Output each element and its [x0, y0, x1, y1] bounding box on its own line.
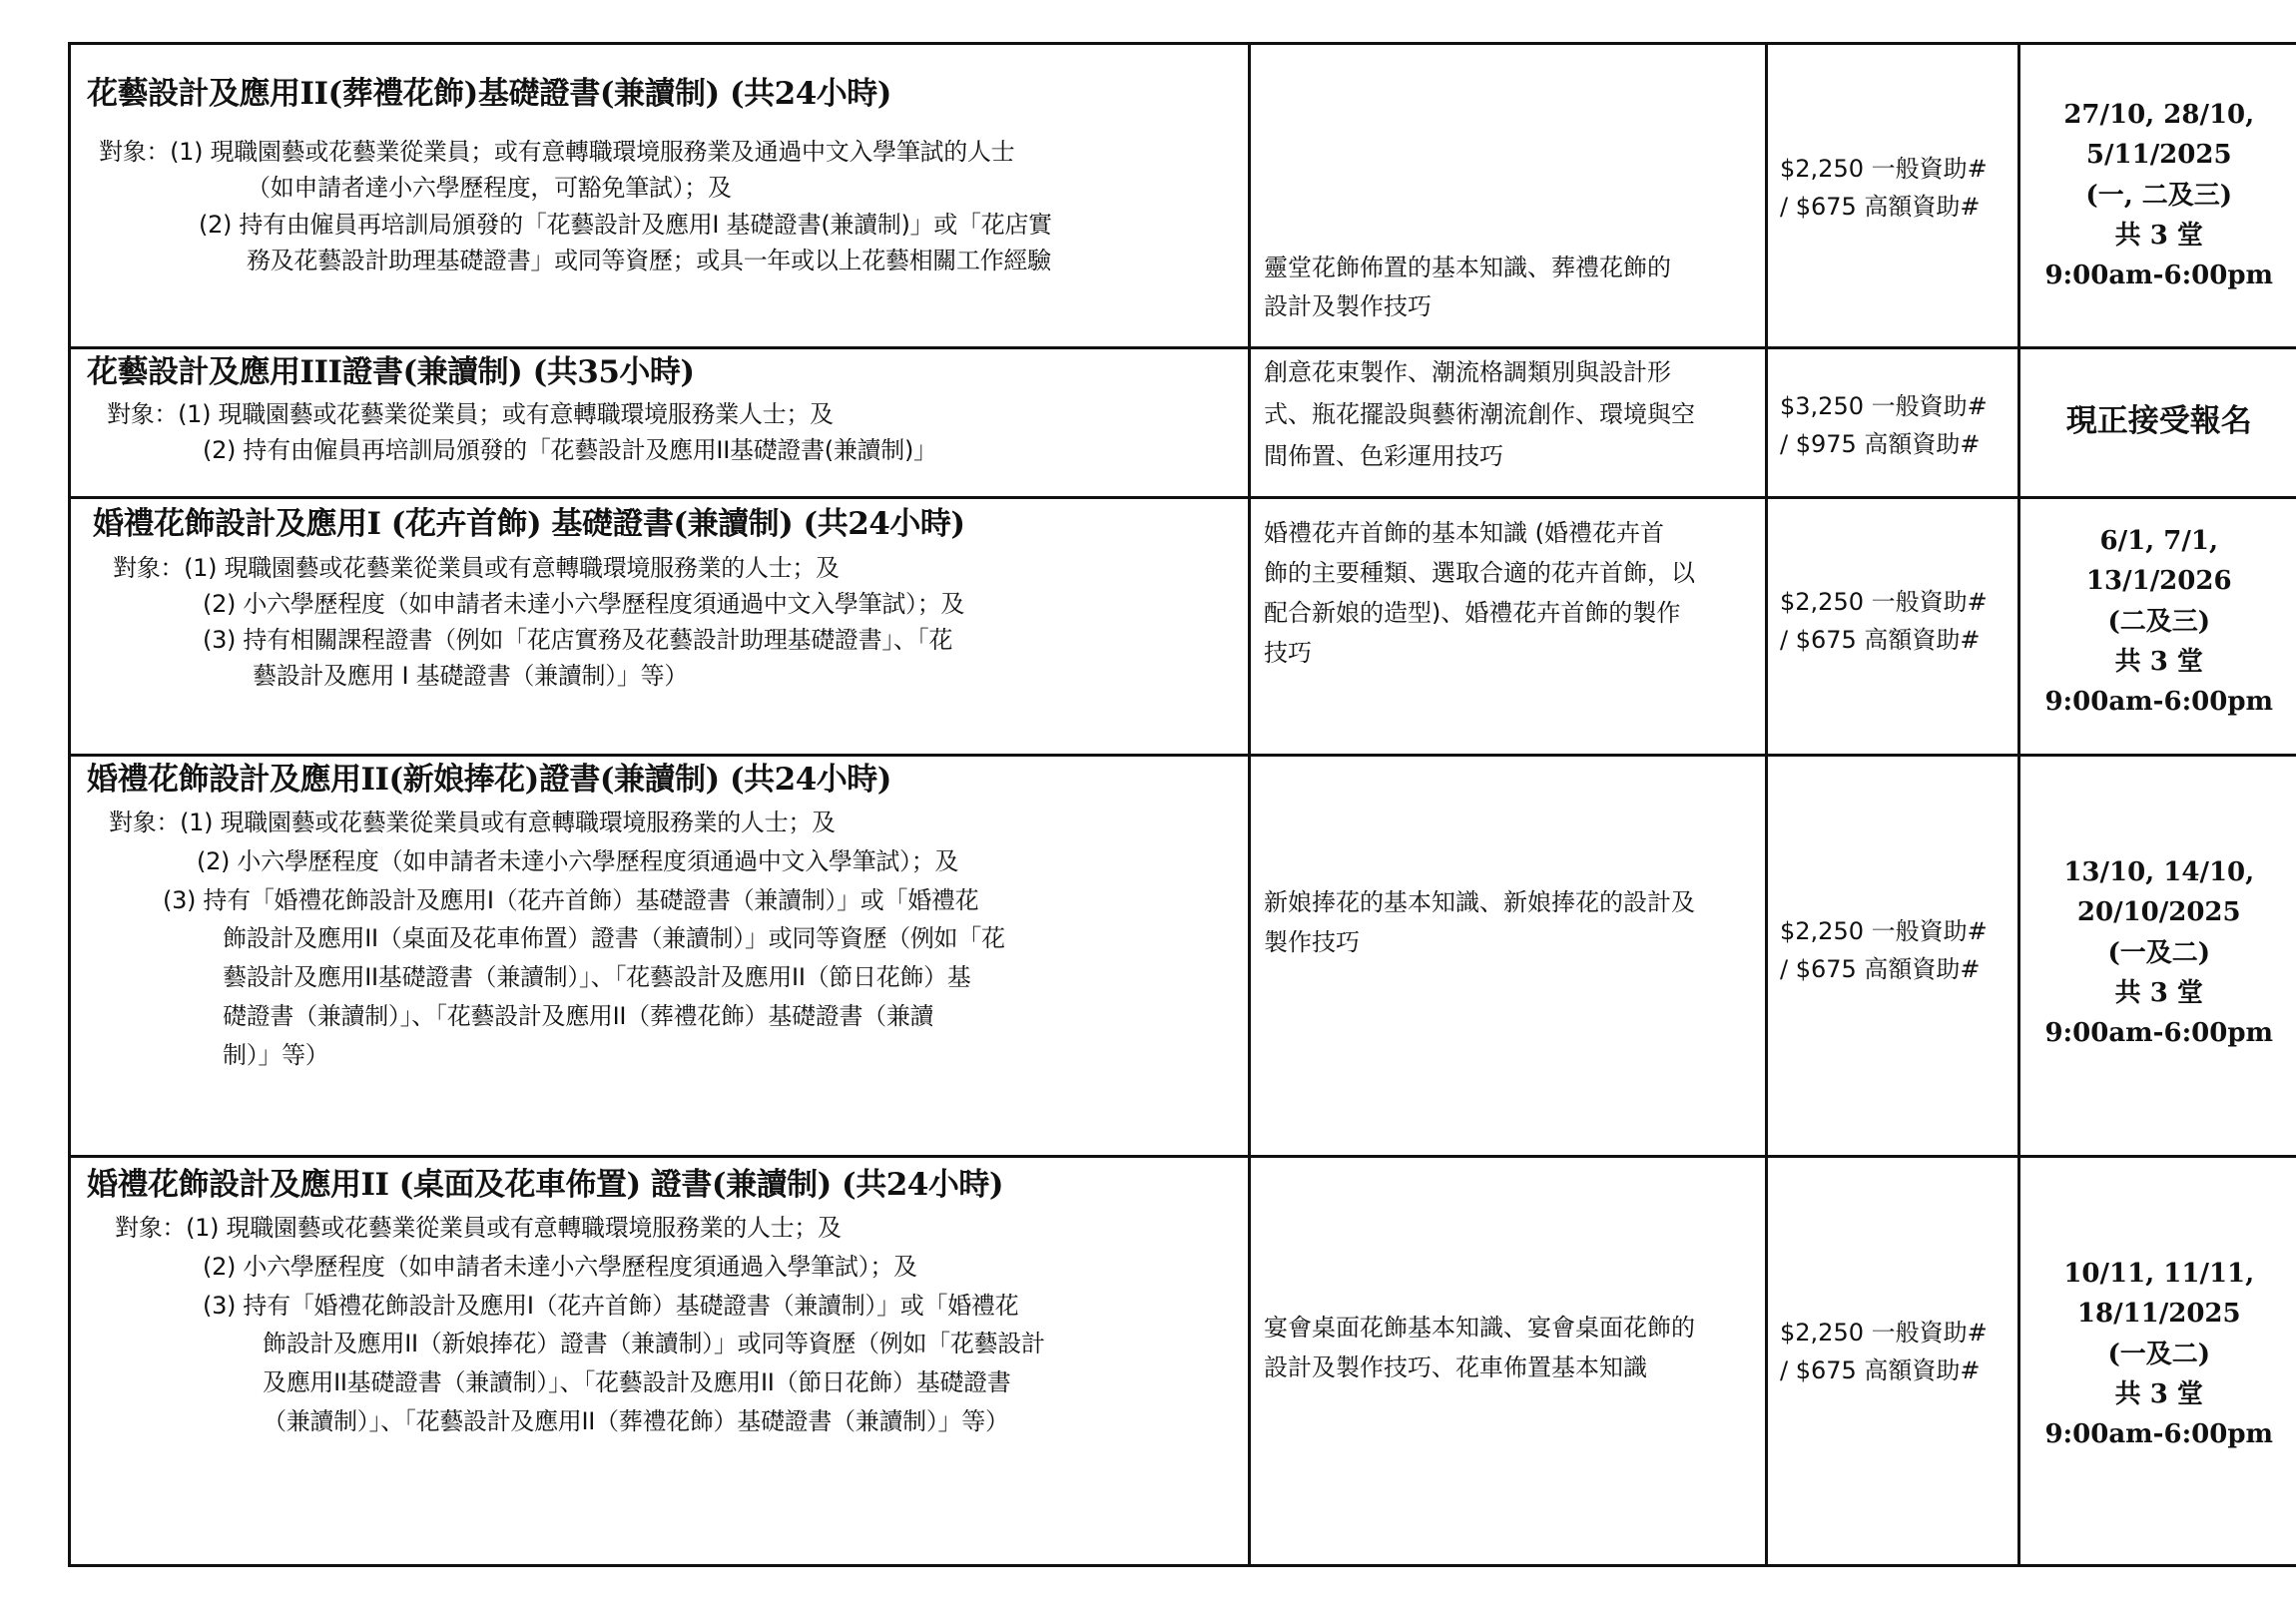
target-line: (2) 小六學歷程度（如申請者未達小六學歷程度須通過中文入學筆試）；及: [203, 589, 965, 618]
target-line: （如申請者達小六學歷程度，可豁免筆試）；及: [247, 174, 732, 203]
course-info-cell: [70, 756, 1250, 1157]
target-line: (2) 持有由僱員再培訓局頒發的「花藝設計及應用I 基礎證書(兼讀制)」或「花店實: [199, 210, 1052, 239]
target-line: (2) 持有由僱員再培訓局頒發的「花藝設計及應用II基礎證書(兼讀制)」: [203, 435, 937, 464]
course-date-cell: [2019, 348, 2296, 498]
course-date-cell: [2019, 1157, 2296, 1566]
target-line: 礎證書（兼讀制）」、「花藝設計及應用II（葬禮花飾）基礎證書（兼讀: [223, 1002, 934, 1031]
content-line: 宴會桌面花飾基本知識、宴會桌面花飾的: [1264, 1314, 1695, 1342]
course-content-cell: [1250, 44, 1767, 348]
course-info-cell: [70, 348, 1250, 498]
course-fee-cell: [1767, 498, 2019, 756]
date-line: 5/11/2025: [2085, 140, 2232, 171]
date-line: 共 3 堂: [2114, 1378, 2203, 1409]
date-line: 6/1, 7/1,: [2099, 526, 2218, 556]
fee-high: / $675 高額資助#: [1780, 955, 1981, 984]
course-table: [68, 42, 2296, 1567]
target-line: 對象：(1) 現職園藝或花藝業從業員；或有意轉職環境服務業及通過中文入學筆試的人士: [99, 137, 1015, 166]
target-line: (3) 持有「婚禮花飾設計及應用I（花卉首飾）基礎證書（兼讀制）」或「婚禮花: [163, 885, 979, 914]
content-line: 靈堂花飾佈置的基本知識、葬禮花飾的: [1264, 254, 1671, 281]
target-line: 務及花藝設計助理基礎證書」或同等資歷；或具一年或以上花藝相關工作經驗: [247, 247, 1051, 275]
fee-high: / $975 高額資助#: [1780, 430, 1981, 459]
course-target: [93, 550, 1248, 694]
fee-high: / $675 高額資助#: [1780, 193, 1981, 222]
date-line: 13/1/2026: [2085, 566, 2232, 597]
course-row: [70, 756, 2296, 1157]
date-line: 9:00am-6:00pm: [2044, 261, 2274, 291]
content-line: 設計及製作技巧: [1264, 291, 1432, 320]
content-line: 婚禮花卉首飾的基本知識 (婚禮花卉首: [1264, 519, 1664, 547]
course-title: 婚禮花飾設計及應用II(新娘捧花)證書(兼讀制) (共24小時): [87, 762, 891, 798]
content-line: 配合新娘的造型)、婚禮花卉首飾的製作: [1264, 599, 1681, 628]
target-line: 對象：(1) 現職園藝或花藝業從業員或有意轉職環境服務業的人士；及: [113, 553, 840, 582]
target-line: 飾設計及應用II（桌面及花車佈置）證書（兼讀制）」或同等資歷（例如「花: [223, 924, 1005, 953]
course-title: 婚禮花飾設計及應用I (花卉首飾) 基礎證書(兼讀制) (共24小時): [93, 506, 965, 542]
date-line: (二及三): [2107, 606, 2211, 637]
target-line: 飾設計及應用II（新娘捧花）證書（兼讀制）」或同等資歷（例如「花藝設計: [263, 1330, 1045, 1358]
course-content-cell: [1250, 756, 1767, 1157]
date-line: 13/10, 14/10,: [2063, 857, 2255, 887]
date-line: 共 3 堂: [2114, 646, 2203, 677]
course-fee-cell: [1767, 348, 2019, 498]
date-line: 20/10/2025: [2076, 897, 2241, 928]
fee-general: $2,250 一般資助#: [1780, 155, 1988, 183]
course-row: [70, 498, 2296, 756]
date-line: 27/10, 28/10,: [2063, 100, 2255, 130]
target-line: （兼讀制）」、「花藝設計及應用II（葬禮花飾）基礎證書（兼讀制）」等）: [263, 1407, 1009, 1436]
course-title: 花藝設計及應用III證書(兼讀制) (共35小時): [87, 354, 695, 390]
date-line: 9:00am-6:00pm: [2044, 1018, 2274, 1049]
fee-general: $3,250 一般資助#: [1780, 392, 1988, 420]
course-title: 花藝設計及應用II(葬禮花飾)基礎證書(兼讀制) (共24小時): [87, 76, 891, 112]
date-line: 18/11/2025: [2076, 1299, 2241, 1330]
content-line: 飾的主要種類、選取合適的花卉首飾，以: [1264, 559, 1695, 588]
course-target: [87, 134, 1248, 279]
content-line: 創意花束製作、潮流格調類別與設計形: [1264, 358, 1671, 386]
course-content-cell: [1250, 348, 1767, 498]
content-line: 技巧: [1264, 639, 1312, 668]
date-line: 共 3 堂: [2114, 977, 2203, 1008]
target-line: 藝設計及應用 I 基礎證書（兼讀制）」等）: [253, 661, 689, 690]
target-line: 制）」等）: [223, 1041, 329, 1069]
date-line: (一及二): [2107, 937, 2211, 968]
content-line: 式、瓶花擺設與藝術潮流創作、環境與空: [1264, 400, 1695, 428]
course-row: [70, 348, 2296, 498]
date-line: (一及二): [2107, 1339, 2211, 1369]
fee-high: / $675 高額資助#: [1780, 1356, 1981, 1385]
registration-status: 現正接受報名: [2065, 403, 2252, 439]
target-line: 及應用II基礎證書（兼讀制）」、「花藝設計及應用II（節日花飾）基礎證書: [263, 1368, 1011, 1397]
course-fee-cell: [1767, 756, 2019, 1157]
course-target: [87, 396, 1248, 468]
course-date-cell: [2019, 498, 2296, 756]
date-line: 共 3 堂: [2114, 220, 2203, 251]
course-row: [70, 44, 2296, 348]
course-date-cell: [2019, 756, 2296, 1157]
fee-general: $2,250 一般資助#: [1780, 1319, 1988, 1347]
content-line: 間佈置、色彩運用技巧: [1264, 442, 1503, 470]
course-info-cell: [70, 498, 1250, 756]
target-line: (2) 小六學歷程度（如申請者未達小六學歷程度須通過中文入學筆試）；及: [197, 846, 959, 875]
target-line: 藝設計及應用II基礎證書（兼讀制）」、「花藝設計及應用II（節日花飾）基: [223, 963, 971, 992]
course-info-cell: [70, 1157, 1250, 1566]
content-line: 新娘捧花的基本知識、新娘捧花的設計及: [1264, 888, 1695, 916]
target-line: 對象：(1) 現職園藝或花藝業從業員；或有意轉職環境服務業人士；及: [107, 399, 834, 428]
course-title: 婚禮花飾設計及應用II (桌面及花車佈置) 證書(兼讀制) (共24小時): [87, 1167, 1004, 1203]
course-content-cell: [1250, 498, 1767, 756]
course-date-cell: [2019, 44, 2296, 348]
fee-general: $2,250 一般資助#: [1780, 588, 1988, 616]
course-fee-cell: [1767, 44, 2019, 348]
date-line: 9:00am-6:00pm: [2044, 687, 2274, 718]
course-row: [70, 1157, 2296, 1566]
course-target: [87, 1209, 1248, 1441]
date-line: 9:00am-6:00pm: [2044, 1419, 2274, 1450]
content-line: 設計及製作技巧、花車佈置基本知識: [1264, 1353, 1647, 1382]
course-fee-cell: [1767, 1157, 2019, 1566]
fee-general: $2,250 一般資助#: [1780, 917, 1988, 945]
target-line: 對象：(1) 現職園藝或花藝業從業員或有意轉職環境服務業的人士；及: [109, 808, 836, 836]
course-target: [87, 804, 1248, 1075]
date-line: 10/11, 11/11,: [2063, 1259, 2255, 1289]
target-line: (3) 持有相關課程證書（例如「花店實務及花藝設計助理基礎證書」、「花: [203, 625, 953, 654]
target-line: (2) 小六學歷程度（如申請者未達小六學歷程度須通過入學筆試）；及: [203, 1252, 917, 1281]
target-line: (3) 持有「婚禮花飾設計及應用I（花卉首飾）基礎證書（兼讀制）」或「婚禮花: [203, 1291, 1019, 1320]
course-content-cell: [1250, 1157, 1767, 1566]
target-line: 對象：(1) 現職園藝或花藝業從業員或有意轉職環境服務業的人士；及: [115, 1213, 842, 1242]
date-line: (一, 二及三): [2085, 180, 2233, 211]
fee-high: / $675 高額資助#: [1780, 626, 1981, 655]
content-line: 製作技巧: [1264, 928, 1360, 957]
course-info-cell: [70, 44, 1250, 348]
